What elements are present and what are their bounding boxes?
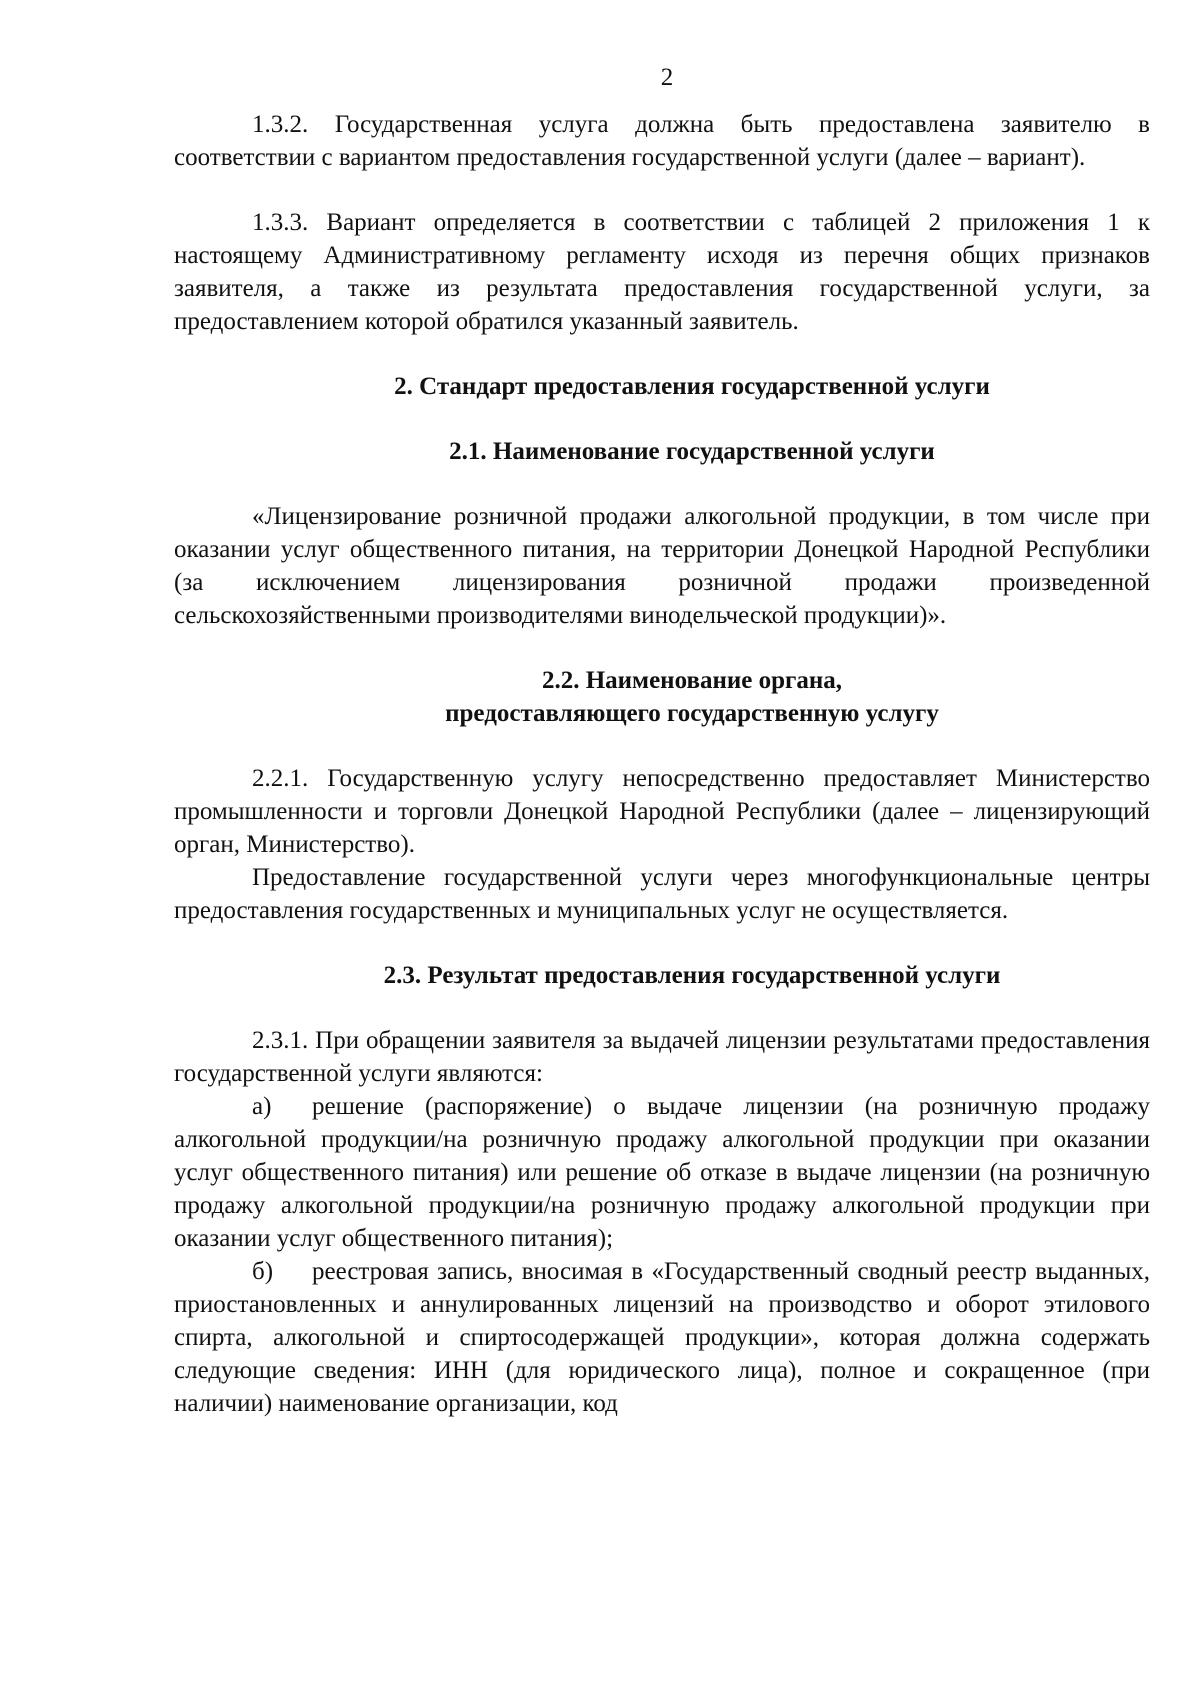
paragraph-1-3-2: 1.3.2. Государственная услуга должна быть предоставлена заявителю в соответствии с вариантом предоставления государственной услуги (далее – вариант).	[174, 111, 1150, 171]
list-text-b: реестровая запись, вносимая в «Государственный сводный реестр выданных, приостановленных и аннулированных лицензий на производство и оборот этилового спирта, алкогольной и спиртосодержащей продукции», которая должна содержать следующие сведения: ИНН (для юридического лица), полное и сокращенное (при наличии) наименование организации, код	[174, 1258, 1150, 1417]
list-marker-b: б)	[252, 1258, 274, 1285]
section-heading-2-3: 2.3. Результат предоставления государственной услуги	[383, 962, 1001, 989]
list-marker-a: а)	[252, 1093, 272, 1120]
section-heading-2-2-line2: предоставляющего государственную услугу	[445, 700, 939, 727]
paragraph-service-name: «Лицензирование розничной продажи алкогольной продукции, в том числе при оказании услуг общественного питания, на территории Донецкой Народной Республики (за исключением лицензирования розничной продажи произведенной сельскохозяйственными производителями винодельческой продукции)».	[174, 503, 1150, 629]
list-text-a: решение (распоряжение) о выдаче лицензии (на розничную продажу алкогольной продукции/на розничную продажу алкогольной продукции при оказании услуг общественного питания) или решение об отказе в выдаче лицензии (на розничную продажу алкогольной продукции/на розничную продажу алкогольной продукции при оказании услуг общественного питания);	[174, 1093, 1150, 1252]
section-heading-2-2	[174, 664, 1150, 730]
list-item-a	[174, 1090, 1150, 1255]
paragraph-2-2-1-mfc: Предоставление государственной услуги через многофункциональные центры предоставления государственных и муниципальных услуг не осуществляется.	[174, 864, 1150, 924]
section-heading-2-1: 2.1. Наименование государственной услуги	[449, 438, 935, 465]
document-page	[174, 62, 1150, 1420]
page-number: 2	[660, 64, 674, 91]
paragraph-2-2-1: 2.2.1. Государственную услугу непосредственно предоставляет Министерство промышленности и торговли Донецкой Народной Республики (далее – лицензирующий орган, Министерство).	[174, 765, 1150, 858]
list-item-b	[174, 1255, 1150, 1420]
section-heading-2: 2. Стандарт предоставления государственной услуги	[394, 373, 990, 400]
paragraph-1-3-3: 1.3.3. Вариант определяется в соответствии с таблицей 2 приложения 1 к настоящему Административному регламенту исходя из перечня общих признаков заявителя, а также из результата предоставления государственной услуги, за предоставлением которой обратился указанный заявитель.	[174, 209, 1150, 335]
section-heading-2-2-line1: 2.2. Наименование органа,	[541, 667, 843, 694]
paragraph-2-3-1: 2.3.1. При обращении заявителя за выдачей лицензии результатами предоставления государственной услуги являются:	[174, 1027, 1150, 1087]
